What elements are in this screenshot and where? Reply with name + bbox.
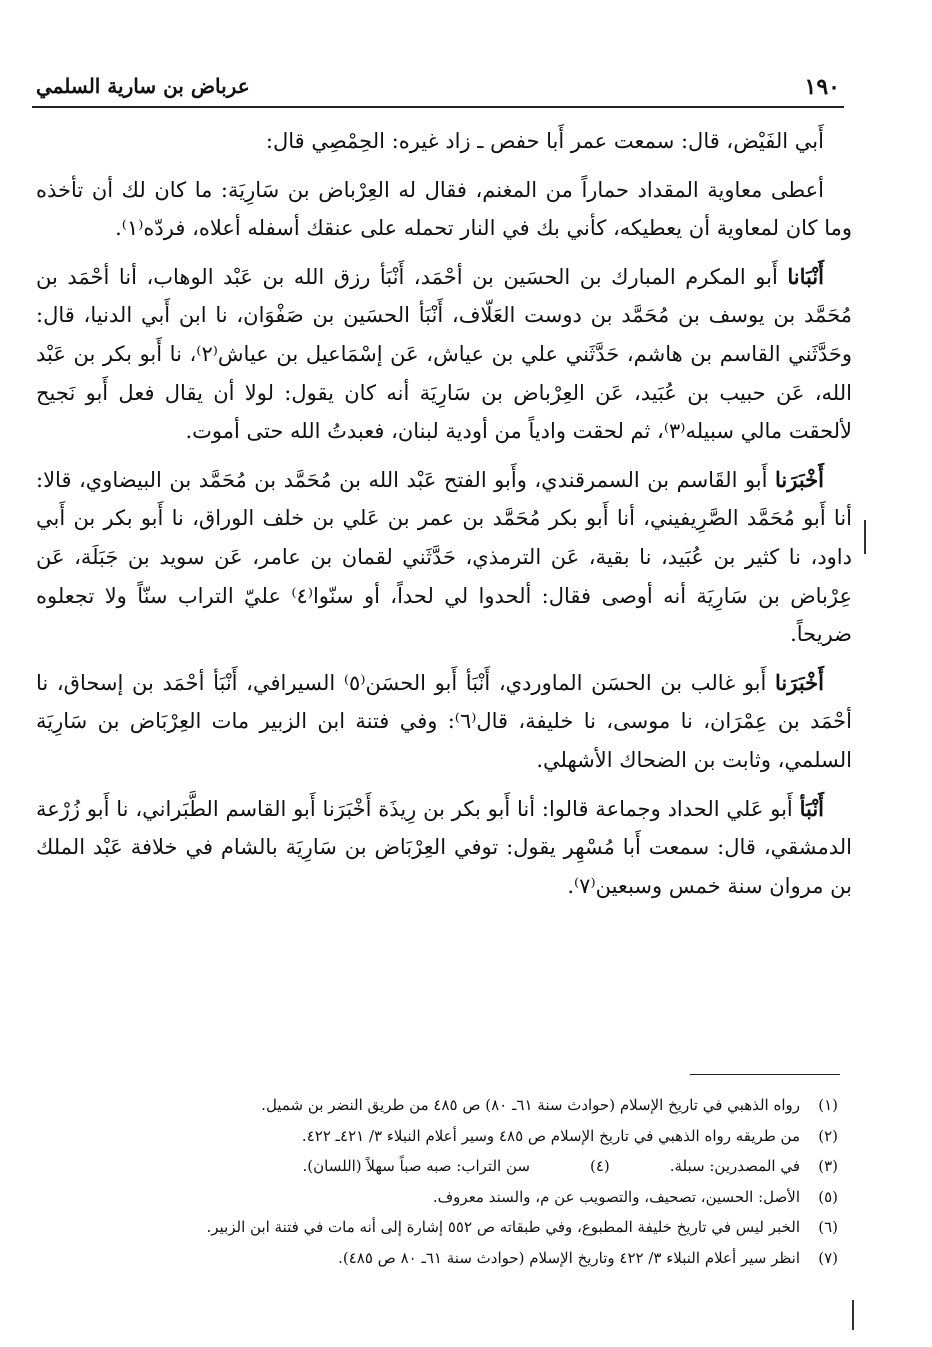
footnote-number: (١) bbox=[818, 1096, 838, 1114]
footnote-5 bbox=[150, 1182, 838, 1213]
footnote-separator bbox=[690, 1074, 840, 1075]
footnote-text: انظر سير أعلام النبلاء ٣/ ٤٢٢ وتاريخ الإسلام (حوادث سنة ٦١ـ ٨٠ ص ٤٨٥). bbox=[338, 1248, 800, 1267]
paragraph-lead: أَنْبَانا bbox=[787, 263, 824, 289]
paragraph-3 bbox=[36, 258, 852, 451]
paragraph-2 bbox=[36, 171, 852, 248]
footnote-text: من طريقه رواه الذهبي في تاريخ الإسلام ص ٤٨٥ وسير أعلام النبلاء ٣/ ٤٢١ـ ٤٢٢. bbox=[301, 1126, 800, 1145]
running-title: عرباض بن سارية السلمي bbox=[36, 74, 250, 98]
paragraph-text: أَبو القَاسم بن السمرقندي، وأَبو الفتح عَبْد الله بن مُحَمَّد بن مُحَمَّد بن البيضاوي، قالا: أنا أَبو مُحَمَّد الصَّرِيفيني، أنا أَبو بكر مُحَمَّد بن عمر بن عَلي بن خلف الوراق، نا أَبو بكر بن أَبي داود، نا كثير بن عُبَيد، نا بقية، عَن الترمذي، حَدَّثَني لقمان بن عامر، عَن سويد بن جَبَلَة، عَن عِرْباض بن سَارِيَة أنه أوصى فقال: ألحدوا لي لحداً، أو سنّوا⁽٤⁾ عليّ التراب سنّاً ولا تجعلوه ضريحاً. bbox=[36, 467, 852, 647]
paragraph-text: أَبو عَلي الحداد وجماعة قالوا: أنا أَبو بكر بن رِيذَة أَخْبَرَنا أَبو القاسم الطَّبَراني، نا أَبو زُرْعة الدمشقي، قال: سمعت أَبا مُسْهِر يقول: توفي العِرْبَاض بن سَارِيَة بالشام في خلافة عَبْد الملك بن مروان سنة خمس وسبعين⁽٧⁾. bbox=[36, 796, 852, 898]
margin-scan-mark bbox=[864, 520, 866, 554]
paragraph-text: أَبو غالب بن الحسَن الماوردي، أَنْبَأ أَبو الحسَن⁽٥⁾ السيرافي، أَنْبَأ أحْمَد بن إسحاق، نا أحْمَد بن عِمْرَان، نا موسى، نا خليفة، قال⁽٦⁾: وفي فتنة ابن الزبير مات العِرْبَاض بن سَارِيَة السلمي، وثابت بن الضحاك الأشهلي. bbox=[36, 670, 852, 772]
footnote-7 bbox=[150, 1243, 838, 1274]
footnotes bbox=[150, 1090, 838, 1273]
footnote-text: الأصل: الحسين، تصحيف، والتصويب عن م، والسند معروف. bbox=[432, 1187, 800, 1206]
footnote-number: (٣) bbox=[818, 1157, 838, 1175]
paragraph-4 bbox=[36, 461, 852, 654]
page-header bbox=[32, 62, 844, 108]
paragraph-lead: أَخْبَرَنا bbox=[775, 466, 824, 492]
footnote-number: (٦) bbox=[818, 1218, 838, 1236]
footnote-number: (٤) bbox=[589, 1157, 610, 1175]
footnote-6 bbox=[150, 1212, 838, 1243]
footnote-text: في المصدرين: سبلة. bbox=[669, 1157, 800, 1175]
footnote-1 bbox=[150, 1090, 838, 1121]
paragraph-lead: أَنْبَأ bbox=[799, 795, 824, 821]
paragraph-text: أعطى معاوية المقداد حماراً من المغنم، فقال له العِرْباض بن سَارِيَة: ما كان لك أن تأخذه وما كان لمعاوية أن يعطيكه، كأني بك في النار تحمله على عنقك أسفله أعلاه، فردّه⁽١⁾. bbox=[36, 177, 852, 241]
paragraph-6 bbox=[36, 790, 852, 906]
paragraph-text: أَبو المكرم المبارك بن الحسَين بن أحْمَد، أَنْبَأ رزق الله بن عَبْد الوهاب، أنا أحْمَد بن مُحَمَّد بن يوسف بن مُحَمَّد بن دوست العَلّاف، أَنْبَأ الحسَين بن صَفْوَان، نا ابن أَبي الدنيا، قال: وحَدَّثَني القاسم بن هاشم، حَدَّثَني علي بن عياش، عَن إسْمَاعيل بن عياش⁽٢⁾، نا أَبو بكر بن عَبْد الله، عَن حبيب بن عُبَيد، عَن العِرْباض بن سَارِيَة أنه كان يقول: لولا أن يقال فعل أَبو نَجيح لألحقت مالي سبيله⁽٣⁾، ثم لحقت وادياً من أودية لبنان، فعبدتُ الله حتى أموت. bbox=[36, 264, 852, 444]
paragraph-text: أَبي الفَيْض، قال: سمعت عمر أَبا حفص ـ زاد غيره: الحِمْصِي قال: bbox=[265, 129, 824, 153]
footnote-text: الخبر ليس في تاريخ خليفة المطبوع، وفي طبقاته ص ٥٥٢ إشارة إلى أنه مات في فتنة ابن الزبير. bbox=[206, 1218, 800, 1236]
footnote-number: (٧) bbox=[818, 1248, 838, 1267]
main-text bbox=[36, 122, 852, 915]
footnote-3-4 bbox=[150, 1151, 838, 1182]
paragraph-lead: أَخْبَرَنا bbox=[775, 669, 824, 695]
footnote-number: (٢) bbox=[818, 1126, 838, 1145]
paragraph-5 bbox=[36, 664, 852, 780]
page-number: ١٩٠ bbox=[804, 74, 840, 100]
footnote-text: سن التراب: صبه صباً سهلاً (اللسان). bbox=[302, 1157, 530, 1175]
paragraph-1 bbox=[36, 122, 852, 161]
footnote-number: (٥) bbox=[818, 1187, 838, 1206]
footnote-2 bbox=[150, 1121, 838, 1152]
footnote-text: رواه الذهبي في تاريخ الإسلام (حوادث سنة ٦١ـ ٨٠) ص ٤٨٥ من طريق النضر بن شميل. bbox=[261, 1096, 800, 1114]
margin-scan-mark bbox=[852, 1300, 854, 1330]
footnote-pair bbox=[150, 1151, 800, 1182]
